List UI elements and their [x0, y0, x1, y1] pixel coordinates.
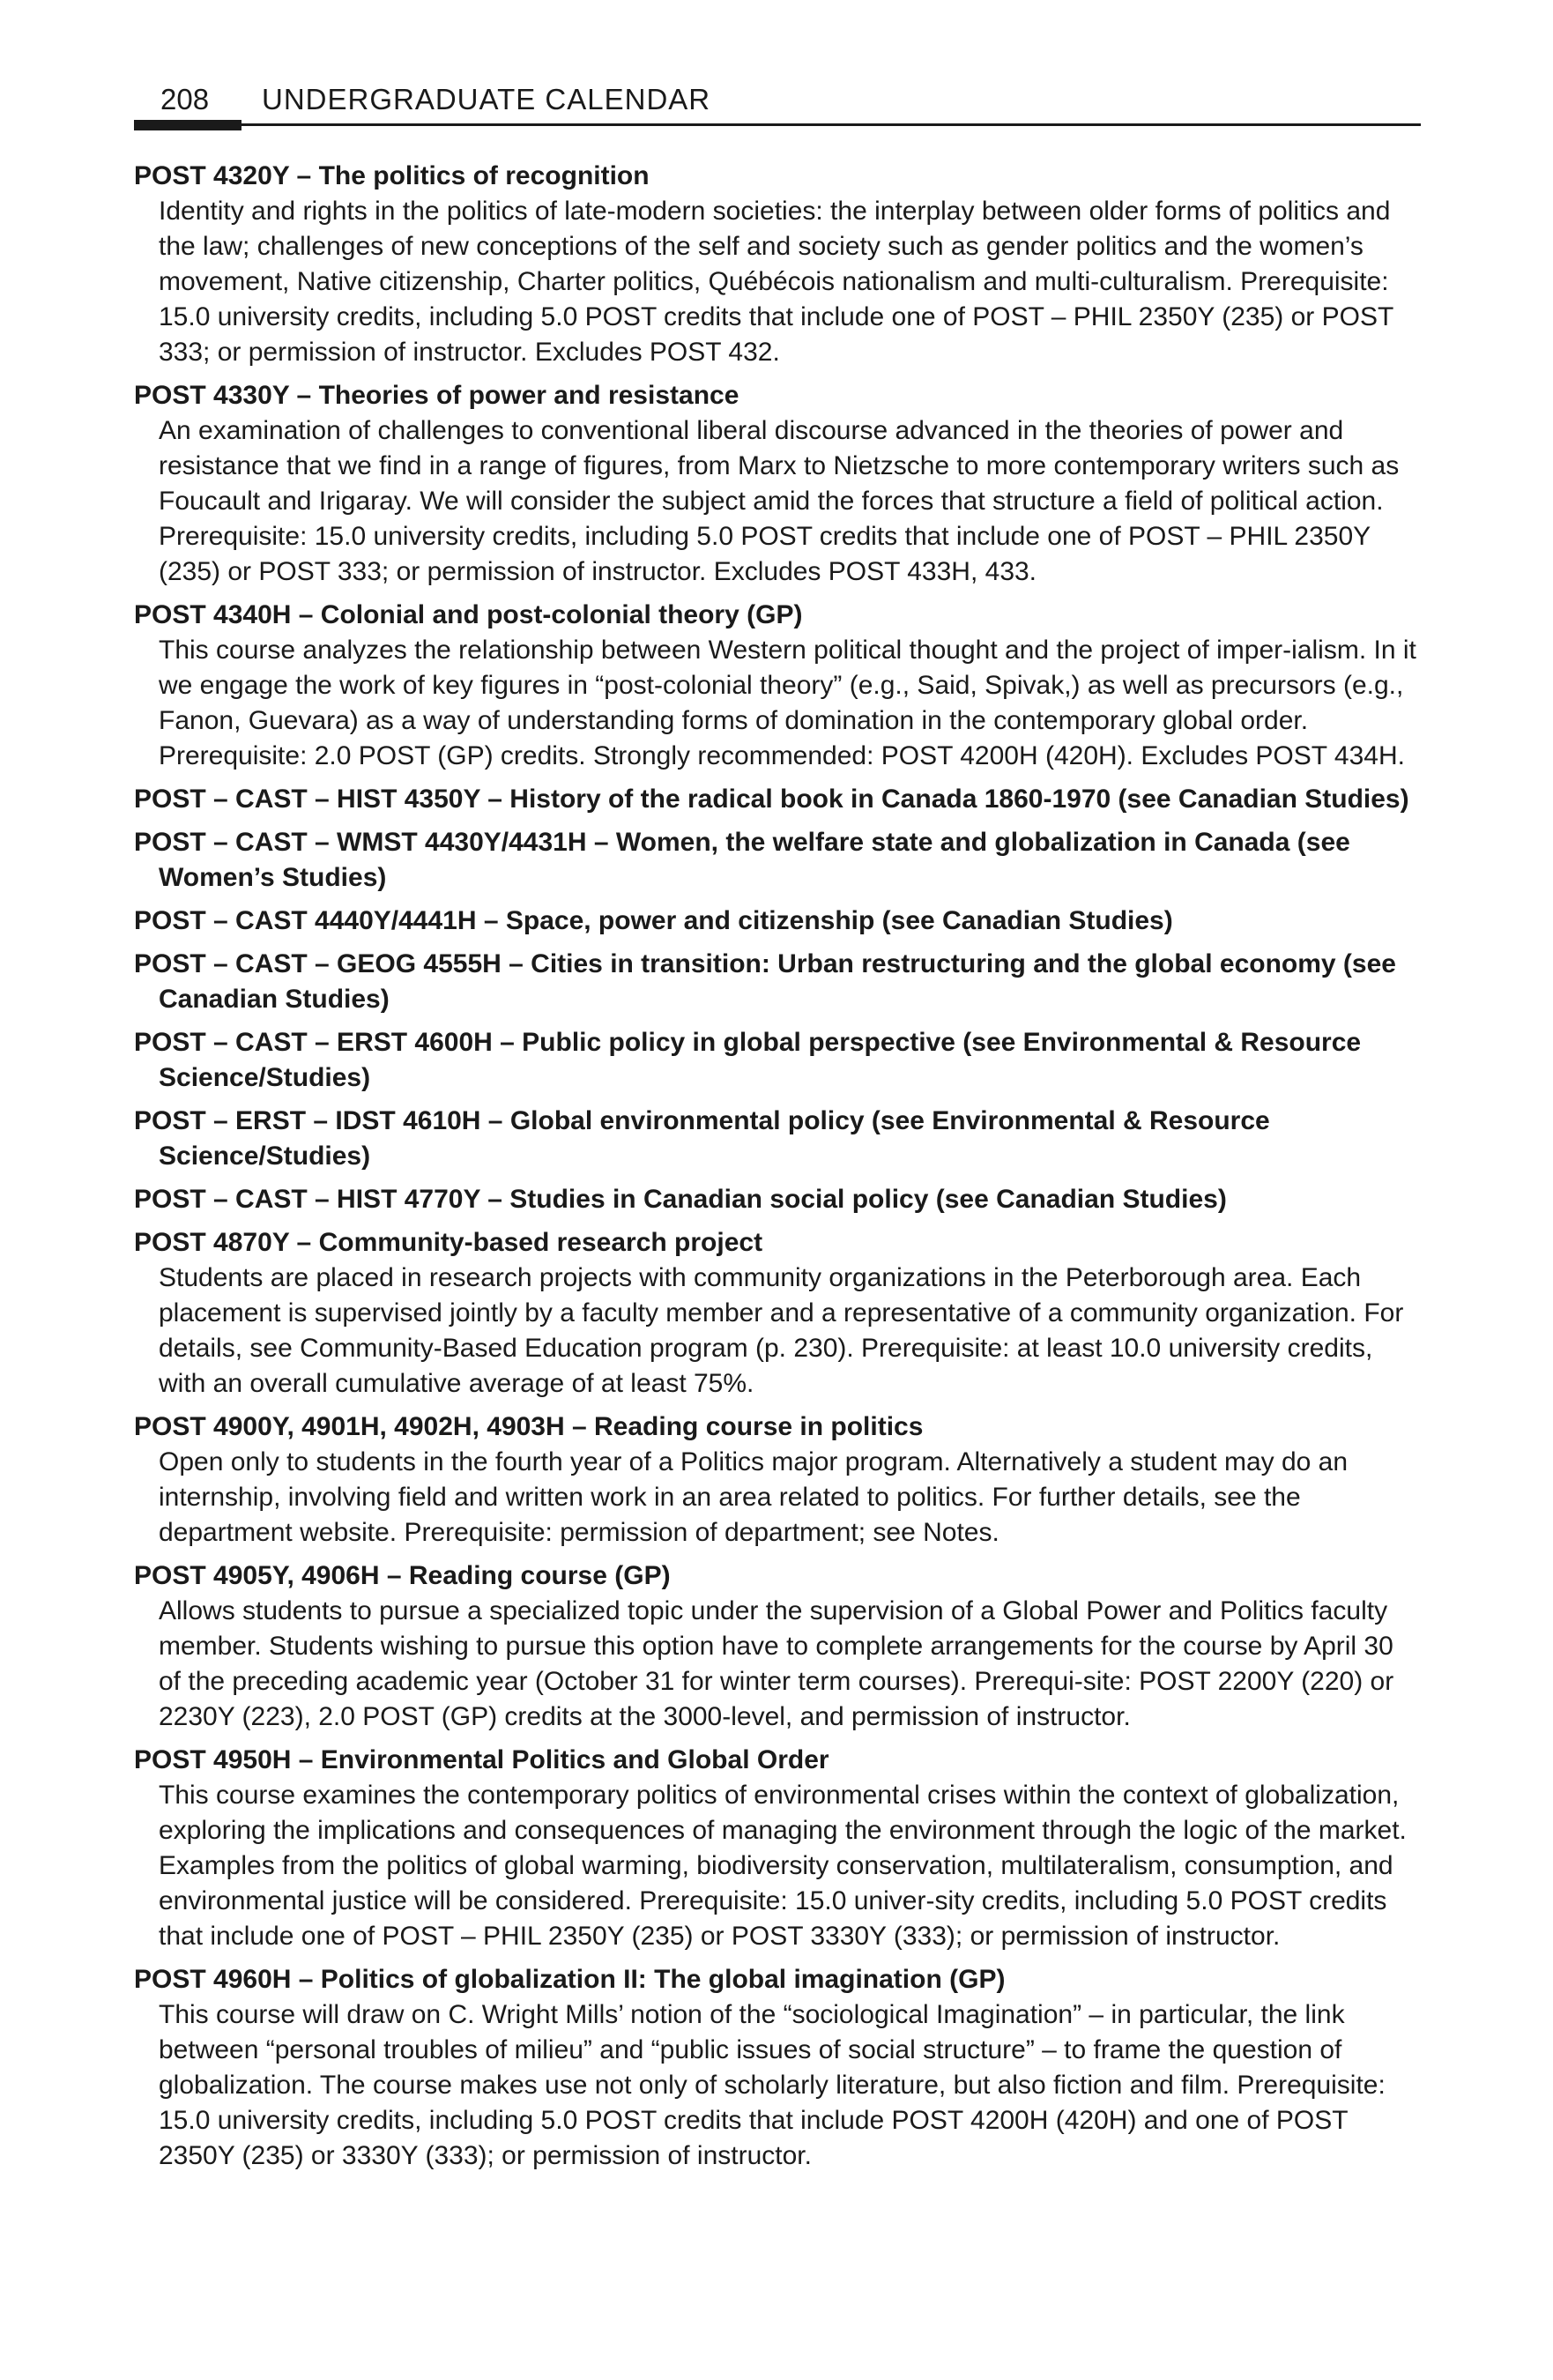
course-title: POST 4905Y, 4906H – Reading course (GP) [134, 1561, 671, 1590]
course-title: POST 4340H – Colonial and post-colonial theory (GP) [134, 600, 803, 629]
course-description: Identity and rights in the politics of late-modern societies: the interplay between older forms of politics and the law; challenges of new conceptions of the self and society such as gender politics and the women’s movement, Native citizenship, Charter politics, Québécois nationalism and multi-culturalism. Prerequisite: 15.0 university credits, including 5.0 POST credits that include one of POST – PHIL 2350Y (235) or POST 333; or permission of instructor. Excludes POST 432. [159, 197, 1393, 367]
course-description: Students are placed in research projects with community organizations in the Peterborough area. Each placement is supervised jointly by a faculty member and a representative of a community organization. For details, see Community-Based Education program (p. 230). Prerequisite: at least 10.0 university credits, with an overall cumulative average of at least 75%. [159, 1263, 1404, 1398]
course-entry [134, 782, 1421, 817]
page-number: 208 [160, 83, 210, 115]
course-entry [134, 904, 1421, 939]
course-entry [134, 947, 1421, 1017]
course-description: This course analyzes the relationship between Western political thought and the project of imper-ialism. In it we engage the work of key figures in “post-colonial theory” (e.g., Said, Spivak,) as well as precursors (e.g., Fanon, Guevara) as a way of understanding forms of domination in the contemporary global order. Prerequisite: 2.0 POST (GP) credits. Strongly recommended: POST 4200H (420H). Excludes POST 434H. [159, 636, 1416, 770]
course-entry [134, 159, 1421, 370]
course-title: POST 4320Y – The politics of recognition [134, 161, 650, 190]
course-title: POST 4330Y – Theories of power and resistance [134, 381, 739, 410]
course-entry [134, 1225, 1421, 1402]
course-description: An examination of challenges to conventional liberal discourse advanced in the theories of power and resistance that we find in a range of figures, from Marx to Nietzsche to more contemporary writers such as Foucault and Irigaray. We will consider the subject amid the forces that structure a field of political action. Prerequisite: 15.0 university credits, including 5.0 POST credits that include one of POST – PHIL 2350Y (235) or POST 333; or permission of instructor. Excludes POST 433H, 433. [159, 416, 1400, 586]
course-entry [134, 1182, 1421, 1217]
course-title: POST – CAST 4440Y/4441H – Space, power and citizenship (see Canadian Studies) [134, 906, 1173, 935]
course-title: POST – ERST – IDST 4610H – Global environmental policy (see Environmental & Resource Science/Studies) [134, 1106, 1270, 1171]
course-title: POST 4950H – Environmental Politics and Global Order [134, 1745, 829, 1774]
course-entry [134, 1743, 1421, 1954]
course-title: POST – CAST – HIST 4350Y – History of the radical book in Canada 1860-1970 (see Canadian Studies) [134, 785, 1409, 814]
running-head: UNDERGRADUATE CALENDAR [262, 83, 711, 115]
course-entry [134, 1558, 1421, 1735]
course-list [134, 159, 1421, 2182]
header-rule [134, 123, 1421, 126]
course-entry [134, 378, 1421, 590]
course-entry [134, 598, 1421, 774]
course-entry [134, 1104, 1421, 1174]
course-title: POST 4960H – Politics of globalization II: The global imagination (GP) [134, 1965, 1006, 1994]
course-entry [134, 825, 1421, 896]
course-title: POST – CAST – ERST 4600H – Public policy in global perspective (see Environmental & Resource Science/Studies) [134, 1028, 1362, 1092]
page-header [134, 78, 1421, 130]
course-entry [134, 1025, 1421, 1096]
course-title: POST – CAST – GEOG 4555H – Cities in transition: Urban restructuring and the global economy (see Canadian Studies) [134, 949, 1396, 1014]
course-title: POST – CAST – WMST 4430Y/4431H – Women, the welfare state and globalization in Canada (see Women’s Studies) [134, 828, 1350, 892]
course-description: This course examines the contemporary politics of environmental crises within the context of globalization, exploring the implications and consequences of managing the environment through the logic of the market. Examples from the politics of global warming, biodiversity conservation, multilateralism, consumption, and environmental justice will be considered. Prerequisite: 15.0 univer-sity credits, including 5.0 POST credits that include one of POST – PHIL 2350Y (235) or POST 3330Y (333); or permission of instructor. [159, 1781, 1407, 1951]
course-description: Open only to students in the fourth year of a Politics major program. Alternatively a student may do an internship, involving field and written work in an area related to politics. For further details, see the department website. Prerequisite: permission of department; see Notes. [159, 1447, 1349, 1547]
course-title: POST 4870Y – Community-based research project [134, 1228, 763, 1257]
course-entry [134, 1962, 1421, 2174]
course-description: Allows students to pursue a specialized topic under the supervision of a Global Power and Politics faculty member. Students wishing to pursue this option have to complete arrangements for the course by April 30 of the preceding academic year (October 31 for winter term courses). Prerequi-site: POST 2200Y (220) or 2230Y (223), 2.0 POST (GP) credits at the 3000-level, and permission of instructor. [159, 1596, 1394, 1731]
course-description: This course will draw on C. Wright Mills’ notion of the “sociological Imagination” – in particular, the link between “personal troubles of milieu” and “public issues of social structure” – to frame the question of globalization. The course makes use not only of scholarly literature, but also fiction and film. Prerequisite: 15.0 university credits, including 5.0 POST credits that include POST 4200H (420H) and one of POST 2350Y (235) or 3330Y (333); or permission of instructor. [159, 2000, 1386, 2170]
course-title: POST – CAST – HIST 4770Y – Studies in Canadian social policy (see Canadian Studies) [134, 1185, 1227, 1214]
course-title: POST 4900Y, 4901H, 4902H, 4903H – Reading course in politics [134, 1412, 924, 1441]
header-rule-block [134, 120, 241, 130]
course-entry [134, 1409, 1421, 1551]
